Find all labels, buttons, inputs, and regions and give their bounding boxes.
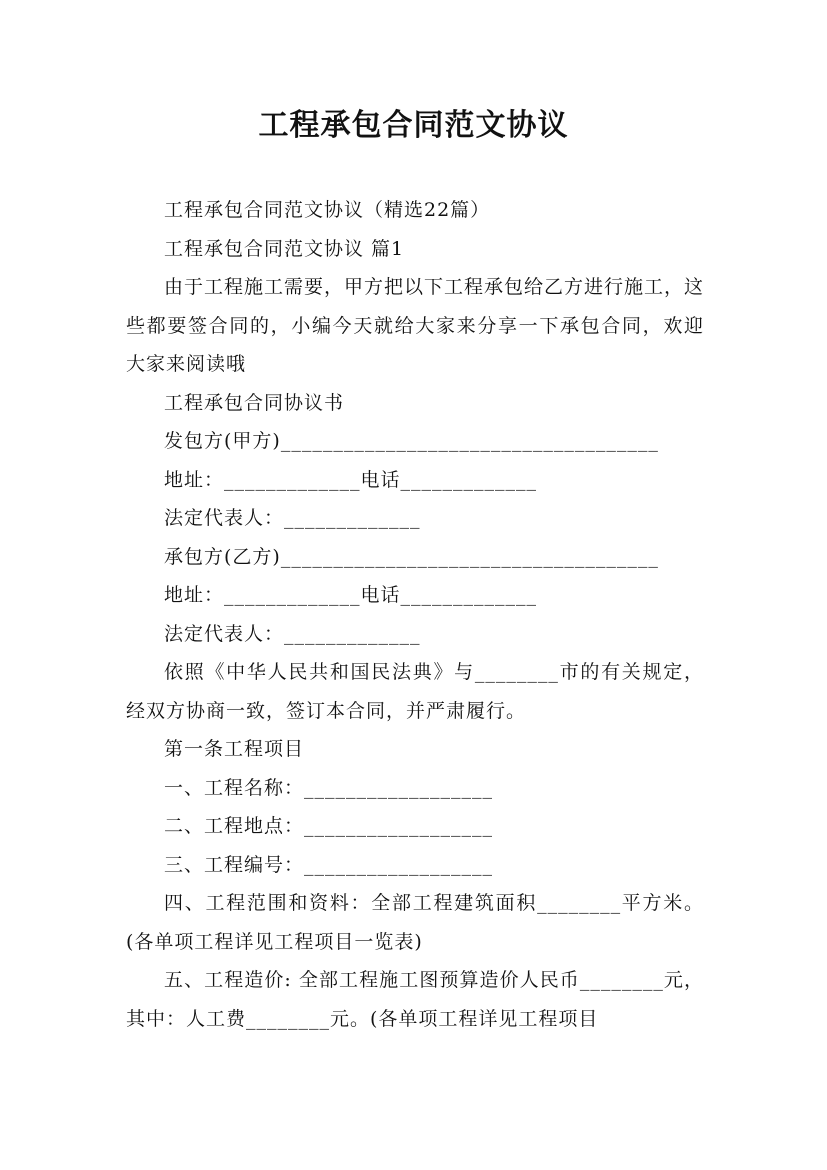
party-a-representative-line: 法定代表人：_____________ (164, 507, 421, 529)
party-a-line: 发包方(甲方)____________________________________ (164, 430, 659, 452)
party-b-representative-line: 法定代表人：_____________ (164, 622, 421, 645)
document-body (126, 191, 704, 1038)
agreement-title-paragraph: 工程承包合同协议书 (164, 391, 345, 414)
document-title: 工程承包合同范文协议 (258, 108, 569, 143)
intro-paragraph: 由于工程施工需要，甲方把以下工程承包给乙方进行施工，这些都要签合同的，小编今天就给大家来分享一下承包合同，欢迎大家来阅读哦 (126, 276, 705, 375)
party-a-address-line: 地址：_____________电话_____________ (164, 468, 538, 491)
project-location-line: 二、工程地点：__________________ (164, 815, 494, 837)
subtitle-paragraph: 工程承包合同范文协议（精选22篇） (164, 199, 491, 221)
section-heading-paragraph: 工程承包合同范文协议 篇1 (164, 237, 405, 260)
article-one-heading: 第一条工程项目 (164, 738, 305, 760)
legal-basis-paragraph: 依照《中华人民共和国民法典》与________市的有关规定，经双方协商一致，签订本合同，并严肃履行。 (126, 661, 704, 722)
party-b-line: 承包方(乙方)____________________________________ (164, 545, 659, 568)
project-name-line: 一、工程名称：__________________ (164, 776, 494, 799)
party-b-address-line: 地址：_____________电话_____________ (164, 584, 538, 606)
project-scope-paragraph: 四、工程范围和资料：全部工程建筑面积________平方米。(各单项工程详见工程项目一览表) (126, 892, 704, 953)
project-cost-paragraph: 五、工程造价: 全部工程施工图预算造价人民币________元，其中：人工费________元。(各单项工程详见工程项目 (126, 969, 704, 1030)
project-number-line: 三、工程编号：__________________ (164, 853, 494, 876)
